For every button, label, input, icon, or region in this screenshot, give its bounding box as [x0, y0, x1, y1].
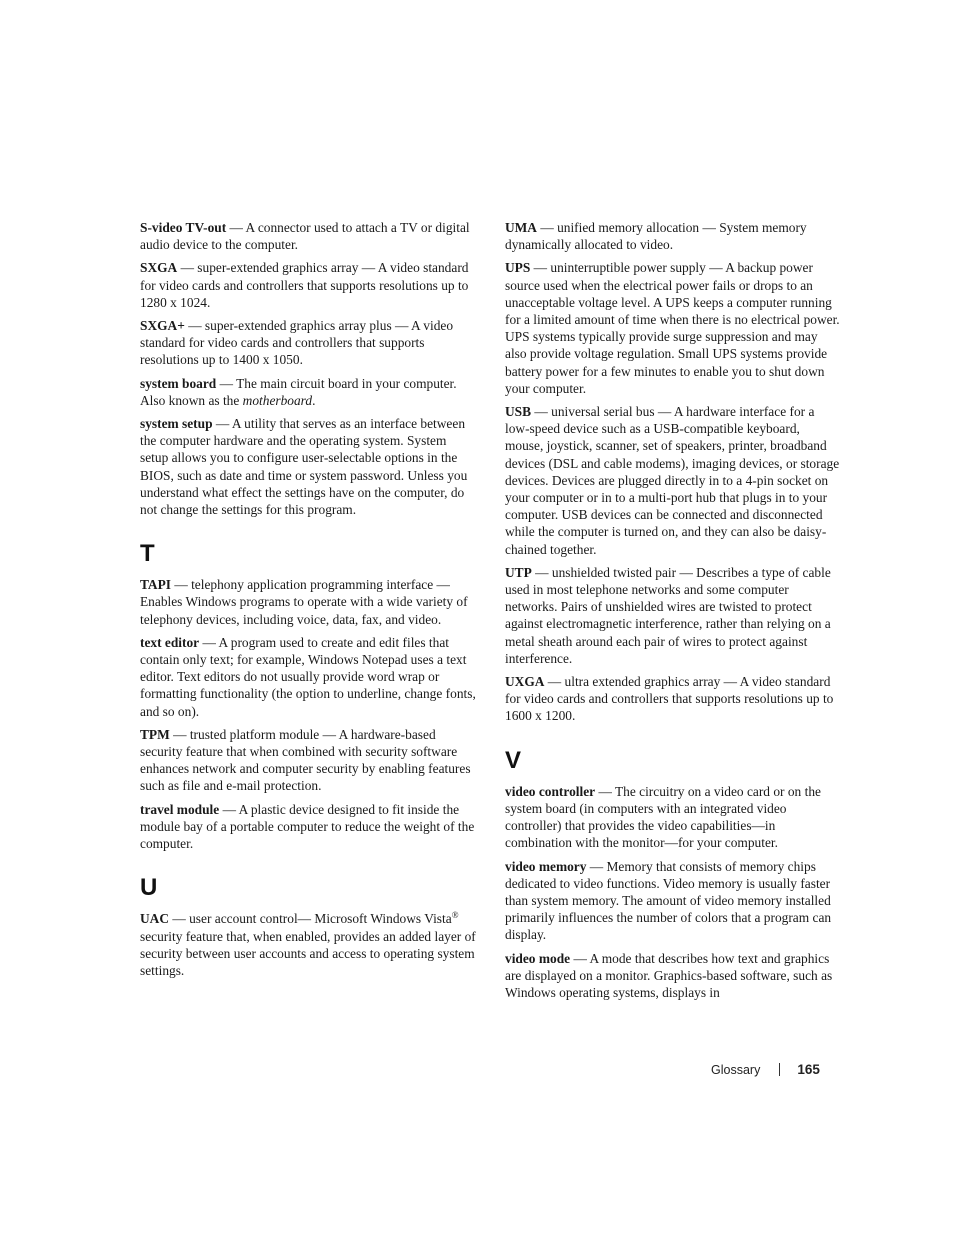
entry-uxga	[505, 673, 841, 725]
term: SXGA+	[140, 318, 185, 334]
entry-tapi	[140, 576, 478, 628]
definition-end: .	[312, 392, 316, 408]
entry-tpm	[140, 726, 478, 795]
left-column	[140, 219, 478, 985]
entry-usb	[505, 403, 841, 558]
definition: — A plastic device designed to fit inside the module bay of a portable computer to reduce the weight of the computer.	[140, 801, 475, 852]
definition: — The main circuit board in your computer. Also known as the	[140, 375, 457, 408]
definition: — A mode that describes how text and graphics are displayed on a monitor. Graphics-based software, such as Windows operating systems, displays in	[505, 950, 833, 1000]
entry-sxga	[140, 259, 478, 311]
entry-uma	[505, 219, 841, 253]
term: TPM	[140, 726, 170, 742]
definition: — uninterruptible power supply — A backup power source used when the electrical power fails or drops to an unacceptable voltage level. A UPS keeps a computer running for a limited amount of time when there is no electrical power. UPS systems typically provide surge suppression and may also provide voltage regulation. Small UPS systems provide battery power for a few minutes to enable you to shut down your computer.	[505, 260, 840, 396]
definition: — unified memory allocation — System memory dynamically allocated to video.	[505, 220, 807, 253]
definition: — Memory that consists of memory chips dedicated to video functions. Video memory is usually faster than system memory. The amount of video memory installed primarily influences the number of colors that a program can display.	[505, 858, 832, 943]
term: TAPI	[140, 577, 171, 593]
right-column	[505, 219, 841, 1007]
entry-video-memory	[505, 858, 841, 944]
entry-video-controller	[505, 783, 841, 852]
term: SXGA	[140, 260, 178, 276]
term: S-video TV-out	[140, 220, 227, 235]
term: USB	[505, 404, 532, 420]
entry-uac	[140, 910, 478, 979]
definition: — trusted platform module — A hardware-based security feature that when combined with security software enhances network and computer security by enabling features such as file and e-mail protection.	[140, 726, 471, 794]
definition: — ultra extended graphics array — A video standard for video cards and controllers that supports resolutions up to 1600 x 1200.	[505, 674, 834, 724]
term: system board	[140, 375, 217, 391]
footer-divider	[779, 1063, 780, 1076]
definition: — The circuitry on a video card or on the system board (in computers with an integrated video controller) that provides the video capabilities—in combination with the monitor—for your computer.	[505, 783, 821, 851]
definition: — super-extended graphics array — A video standard for video cards and controllers that supports resolutions up to 1280 x 1024.	[140, 260, 469, 310]
entry-ups	[505, 259, 841, 397]
definition-italic: motherboard	[242, 392, 313, 408]
entry-system-setup	[140, 415, 478, 518]
page-number: 165	[797, 1062, 820, 1077]
entry-system-board	[140, 375, 478, 409]
term: video mode	[505, 950, 571, 966]
term: UPS	[505, 260, 531, 276]
definition: — unshielded twisted pair — Describes a type of cable used in most telephone networks and some computer networks. Pairs of unshielded wires are twisted to protect against electromagnetic interference, rather than relying on a metal sheath around each pair of wires to protect against interference.	[505, 564, 831, 666]
definition: — A connector used to attach a TV or digital audio device to the computer.	[140, 220, 470, 253]
definition: — super-extended graphics array plus — A video standard for video cards and controllers that supports resolutions up to 1400 x 1050.	[140, 318, 454, 368]
definition: — user account control— Microsoft Windows Vista	[169, 911, 452, 927]
entry-travel-module	[140, 801, 478, 853]
section-letter-u: U	[140, 874, 158, 902]
section-letter-t: T	[140, 540, 155, 568]
entry-sxga-plus	[140, 317, 478, 369]
section-letter-v: V	[505, 746, 522, 774]
definition: — A program used to create and edit files that contain only text; for example, Windows Notepad uses a text editor. Text editors do not usually provide word wrap or formatting functionality (the option to underline, change fonts, and so on).	[140, 634, 476, 719]
term: UAC	[140, 911, 170, 927]
term: UMA	[505, 220, 537, 235]
term: UTP	[505, 564, 532, 580]
term: UXGA	[505, 674, 545, 690]
term: video memory	[505, 858, 587, 874]
term: video controller	[505, 783, 596, 799]
definition: — universal serial bus — A hardware interface for a low-speed device such as a USB-compatible keyboard, mouse, joystick, scanner, set of speakers, printer, broadband devices (DSL and cable modems), imaging devices, or storage devices. Devices are plugged directly in to a 4-pin socket on your computer or in to a multi-port hub that plugs in to your computer. USB devices can be connected and disconnected while the computer is turned on, and they can also be daisy-chained together.	[505, 404, 840, 557]
term: text editor	[140, 634, 200, 650]
entry-video-mode	[505, 950, 841, 1002]
entry-text-editor	[140, 634, 478, 720]
entry-utp	[505, 564, 841, 667]
registered-mark: ®	[451, 910, 459, 921]
term: system setup	[140, 416, 213, 432]
definition: — telephony application programming interface — Enables Windows programs to operate with a wide variety of telephony devices, including voice, data, fax, and video.	[140, 577, 468, 627]
definition: — A utility that serves as an interface between the computer hardware and the operating system. System setup allows you to configure user-selectable options in the BIOS, such as date and time or system password. Unless you understand what effect the settings have on the computer, do not change the settings for this program.	[140, 416, 468, 518]
entry-svideo-tv-out	[140, 219, 478, 253]
page-footer	[711, 1062, 820, 1077]
footer-section-title: Glossary	[711, 1063, 761, 1077]
definition-end: security feature that, when enabled, provides an added layer of security between user accounts and access to operating system settings.	[140, 928, 476, 978]
term: travel module	[140, 801, 220, 817]
